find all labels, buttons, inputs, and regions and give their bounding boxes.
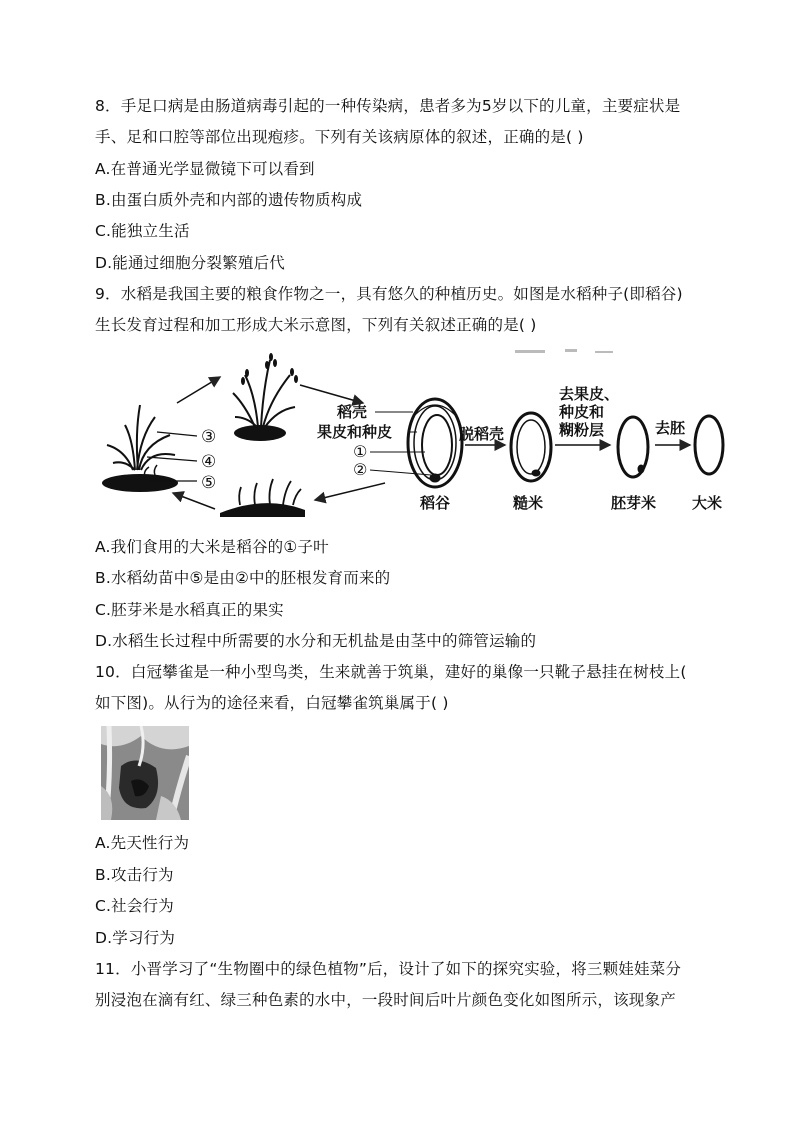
pericarp-label: 果皮和种皮: [317, 423, 393, 441]
caption-grain: 稻谷: [420, 494, 451, 512]
soil-mound-top: [234, 425, 286, 441]
arrow-grain-to-sprout: [315, 483, 385, 500]
q10-option-a: A.先天性行为: [95, 834, 190, 852]
mature-rice-plant-icon: [233, 360, 295, 427]
q9-option-c: C.胚芽米是水稻真正的果实: [95, 601, 284, 619]
soil-mound-left: [102, 474, 178, 492]
rice-growth-figure: [95, 345, 735, 525]
q9-option-a: A.我们食用的大米是稻谷的①子叶: [95, 538, 329, 556]
q11-stem-line1: 11．小晋学习了“生物圈中的绿色植物”后，设计了如下的探究实验，将三颗娃娃菜分: [95, 960, 682, 978]
scan-noise: [515, 349, 613, 353]
q8-option-c: C.能独立生活: [95, 222, 190, 240]
q11-stem-line2: 别浸泡在滴有红、绿三种色素的水中，一段时间后叶片颜色变化如图所示，该现象产: [95, 991, 676, 1009]
q10-option-b: B.攻击行为: [95, 866, 174, 884]
step2-label-line2: 种皮和: [559, 403, 605, 421]
arrow-plant-to-grain: [300, 385, 363, 403]
q10-option-d: D.学习行为: [95, 929, 176, 947]
label-4: ④: [201, 452, 217, 472]
label-1: ①: [353, 442, 368, 461]
q8-option-b: B.由蛋白质外壳和内部的遗传物质构成: [95, 191, 363, 209]
brown-rice-icon: [511, 413, 551, 481]
step2-label-line1: 去果皮、: [559, 385, 620, 403]
q8-option-a: A.在普通光学显微镜下可以看到: [95, 160, 315, 178]
soil-mound-bottom: [220, 503, 305, 517]
germ-rice-icon: [618, 417, 648, 477]
label-5: ⑤: [201, 473, 217, 493]
q10-stem-line1: 10．白冠攀雀是一种小型鸟类，生来就善于筑巢，建好的巢像一只靴子悬挂在树枝上(: [95, 663, 687, 681]
rice-seedling-icon: [107, 405, 175, 470]
rice-grains-icon: [241, 353, 298, 385]
q9-option-d: D.水稻生长过程中所需要的水分和无机盐是由茎中的筛管运输的: [95, 632, 537, 650]
caption-brown-rice: 糙米: [513, 494, 544, 512]
q9-stem-line1: 9．水稻是我国主要的粮食作物之一，具有悠久的种植历史。如图是水稻种子(即稻谷): [95, 285, 683, 303]
q8-stem-line1: 8．手足口病是由肠道病毒引起的一种传染病，患者多为5岁以下的儿童，主要症状是: [95, 97, 681, 115]
hull-label: 稻壳: [337, 403, 368, 421]
step3-label: 去胚: [655, 419, 686, 437]
caption-polished-rice: 大米: [692, 494, 723, 512]
label-2: ②: [353, 460, 368, 479]
arrow-sprout-to-seedling: [173, 493, 215, 509]
caption-germ-rice: 胚芽米: [611, 494, 657, 512]
q10-stem-line2: 如下图)。从行为的途径来看，白冠攀雀筑巢属于( ): [95, 694, 449, 712]
label-3: ③: [201, 427, 217, 447]
q9-option-b: B.水稻幼苗中⑤是由②中的胚根发育而来的: [95, 569, 391, 587]
q8-stem-line2: 手、足和口腔等部位出现疱疹。下列有关该病原体的叙述，正确的是( ): [95, 128, 584, 146]
penduline-tit-nest-photo: [101, 726, 189, 820]
q10-option-c: C.社会行为: [95, 897, 174, 915]
sprouting-seedlings-icon: [239, 479, 301, 505]
q9-stem-line2: 生长发育过程和加工形成大米示意图，下列有关叙述正确的是( ): [95, 316, 537, 334]
step2-label-line3: 糊粉层: [559, 421, 605, 439]
polished-rice-icon: [695, 416, 723, 474]
step1-label: 脱稻壳: [459, 425, 505, 443]
arrow-seedling-to-plant: [177, 377, 220, 403]
q8-option-d: D.能通过细胞分裂繁殖后代: [95, 254, 285, 272]
